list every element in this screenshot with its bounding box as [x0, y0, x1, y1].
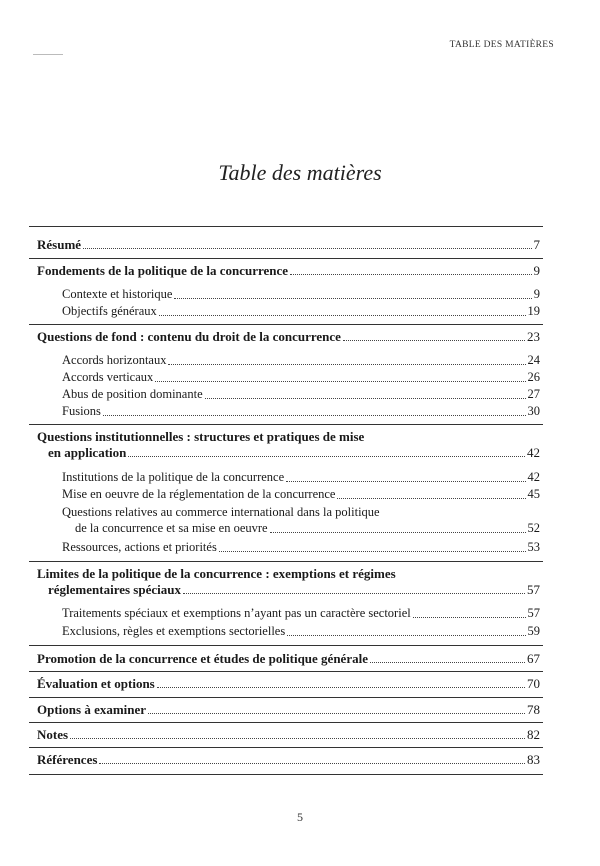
toc-entry-limites: Limites de la politique de la concurrence : exemptions et régimes — [37, 566, 396, 581]
toc-page: 59 — [527, 624, 540, 638]
section-divider — [29, 747, 543, 748]
toc-label: Institutions de la politique de la concurrence — [62, 470, 285, 484]
leader-dots — [157, 687, 525, 688]
toc-entry-questions-relatives-cont — [75, 520, 540, 536]
toc-label: Fusions — [62, 404, 101, 418]
toc-page: 53 — [527, 540, 540, 554]
toc-entry-traitements — [62, 605, 540, 621]
section-divider — [29, 424, 543, 425]
toc-entry-abus — [62, 386, 540, 402]
toc-label: Ressources, actions et priorités — [62, 540, 217, 554]
leader-dots — [219, 551, 526, 552]
toc-page: 52 — [527, 521, 540, 535]
section-divider — [29, 774, 543, 775]
leader-dots — [155, 381, 525, 382]
leader-dots — [148, 713, 525, 714]
toc-label: Objectifs généraux — [62, 304, 157, 318]
toc-label: Exclusions, règles et exemptions sectorielles — [62, 624, 286, 638]
toc-entry-evaluation — [37, 675, 540, 691]
leader-dots — [287, 635, 525, 636]
top-rule — [33, 54, 63, 55]
toc-label: Contexte et historique — [62, 287, 173, 301]
leader-dots — [83, 248, 531, 249]
leader-dots — [286, 481, 525, 482]
toc-label: Promotion de la concurrence et études de politique générale — [37, 651, 368, 666]
toc-label: Notes — [37, 727, 69, 742]
toc-entry-questions-inst-cont — [48, 444, 540, 460]
toc-page: 30 — [527, 404, 540, 418]
toc-entry-promotion — [37, 650, 540, 666]
section-divider — [29, 226, 543, 227]
toc-entry-questions-fond — [37, 328, 540, 344]
toc-page: 82 — [527, 727, 540, 742]
toc-entry-contexte — [62, 286, 540, 302]
toc-entry-notes — [37, 726, 540, 742]
toc-page: 23 — [527, 329, 540, 344]
page-number: 5 — [297, 810, 303, 824]
toc-page: 57 — [527, 606, 540, 620]
toc-label: réglementaires spéciaux — [48, 582, 181, 597]
leader-dots — [168, 364, 525, 365]
toc-label: Résumé — [37, 237, 82, 252]
toc-page: 57 — [527, 582, 540, 597]
toc-entry-options — [37, 701, 540, 717]
section-divider — [29, 671, 543, 672]
leader-dots — [174, 298, 531, 299]
toc-page: 83 — [527, 752, 540, 767]
toc-label: Traitements spéciaux et exemptions n’ayant pas un caractère sectoriel — [62, 606, 411, 620]
toc-entry-fondements — [37, 262, 540, 278]
toc-entry-accords-horizontaux — [62, 352, 540, 368]
toc-entry-resume — [37, 236, 540, 252]
leader-dots — [205, 398, 526, 399]
toc-page: 26 — [527, 370, 540, 384]
section-divider — [29, 645, 543, 646]
toc-label: Abus de position dominante — [62, 387, 203, 401]
toc-label: Accords verticaux — [62, 370, 154, 384]
page-title: Table des matières — [218, 160, 382, 185]
leader-dots — [290, 274, 531, 275]
leader-dots — [128, 456, 525, 457]
toc-label: Références — [37, 752, 98, 767]
toc-entry-references — [37, 751, 540, 767]
toc-entry-fusions — [62, 403, 540, 419]
leader-dots — [337, 498, 525, 499]
toc-label: Fondements de la politique de la concurrence — [37, 263, 289, 278]
leader-dots — [370, 662, 525, 663]
toc-entry-exclusions — [62, 623, 540, 639]
toc-page: 7 — [533, 237, 540, 252]
section-divider — [29, 258, 543, 259]
toc-entry-institutions — [62, 469, 540, 485]
toc-entry-accords-verticaux — [62, 369, 540, 385]
toc-page: 27 — [527, 387, 540, 401]
toc-page: 67 — [527, 651, 540, 666]
section-divider — [29, 324, 543, 325]
running-head: TABLE DES MATIÈRES — [449, 40, 554, 50]
leader-dots — [270, 532, 526, 533]
toc-page: 45 — [527, 487, 540, 501]
toc-page: 9 — [533, 263, 540, 278]
toc-label: Mise en oeuvre de la réglementation de la concurrence — [62, 487, 336, 501]
toc-page: 70 — [527, 676, 540, 691]
toc-page: 9 — [533, 287, 540, 301]
leader-dots — [159, 315, 526, 316]
toc-label: Accords horizontaux — [62, 353, 167, 367]
leader-dots — [70, 738, 525, 739]
toc-page: 42 — [527, 470, 540, 484]
leader-dots — [99, 763, 525, 764]
toc-label: en application — [48, 445, 127, 460]
section-divider — [29, 697, 543, 698]
leader-dots — [103, 415, 526, 416]
toc-label: de la concurrence et sa mise en oeuvre — [75, 521, 268, 535]
toc-label: Évaluation et options — [37, 676, 155, 691]
leader-dots — [343, 340, 525, 341]
toc-entry-questions-relatives: Questions relatives au commerce international dans la politique — [62, 505, 380, 519]
toc-label: Questions de fond : contenu du droit de la concurrence — [37, 329, 341, 344]
toc-page: 24 — [527, 353, 540, 367]
toc-entry-objectifs — [62, 303, 540, 319]
section-divider — [29, 722, 543, 723]
toc-page: 19 — [527, 304, 540, 318]
leader-dots — [183, 593, 525, 594]
leader-dots — [413, 617, 526, 618]
toc-label: Options à examiner — [37, 702, 147, 717]
toc-page: 42 — [527, 445, 540, 460]
toc-entry-mise-en-oeuvre — [62, 486, 540, 502]
toc-entry-questions-inst: Questions institutionnelles : structures et pratiques de mise — [37, 429, 365, 444]
section-divider — [29, 561, 543, 562]
toc-entry-ressources — [62, 539, 540, 555]
toc-page: 78 — [527, 702, 540, 717]
toc-entry-limites-cont — [48, 581, 540, 597]
